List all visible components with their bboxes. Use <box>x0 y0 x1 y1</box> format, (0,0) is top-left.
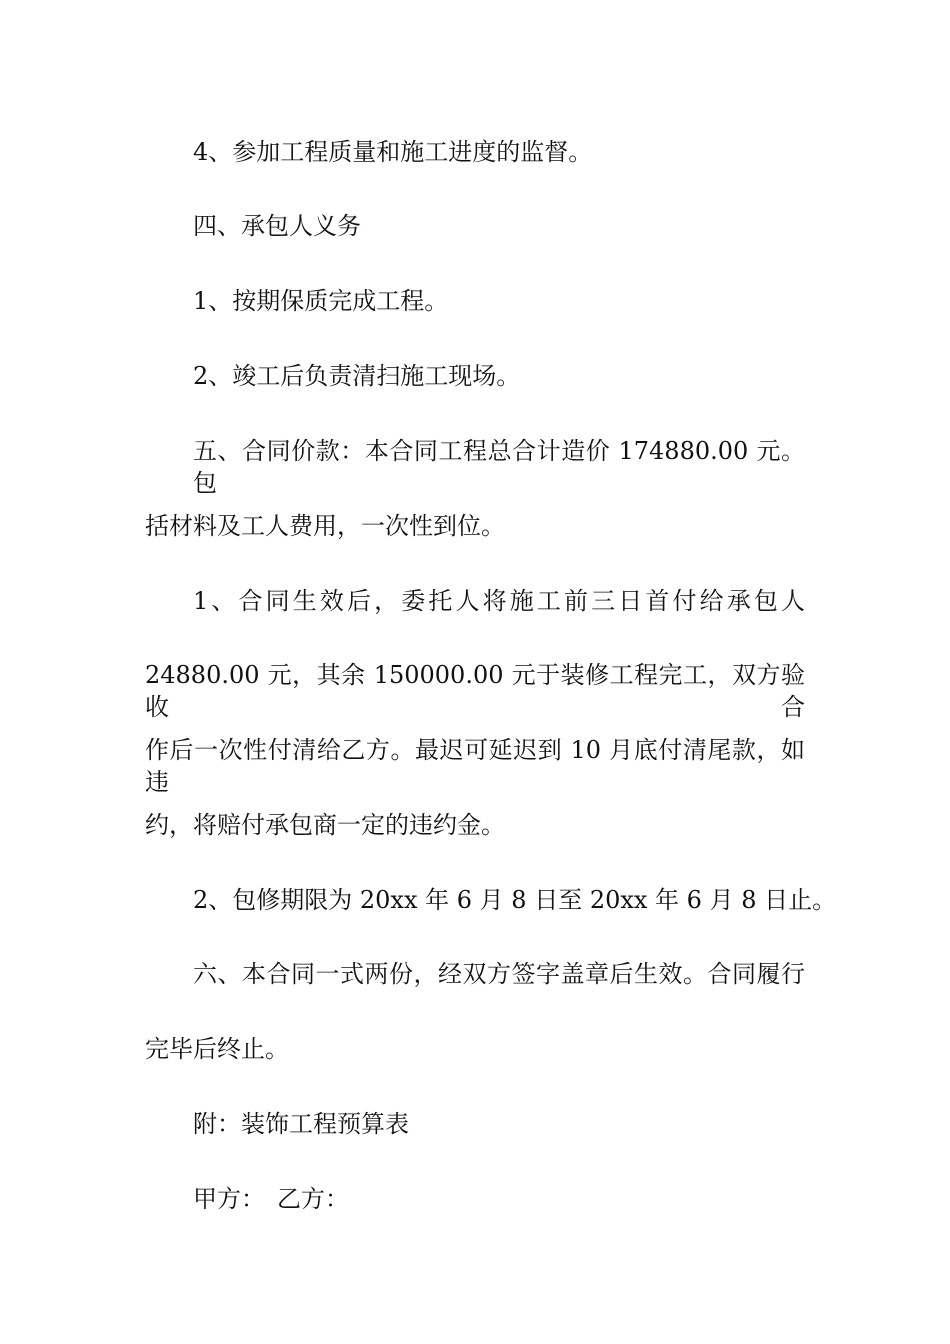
section-5-contract-price: 五、合同价款：本合同工程总合计造价 174880.00 元。包 <box>193 437 805 497</box>
payment-clause-1-line-4: 约，将赔付承包商一定的违约金。 <box>145 811 505 839</box>
section-6-continuation: 完毕后终止。 <box>145 1035 289 1063</box>
section-5-continuation: 括材料及工人费用，一次性到位。 <box>145 512 505 540</box>
clause-4-supervision: 4、参加工程质量和施工进度的监督。 <box>193 138 593 166</box>
section-4-heading: 四、承包人义务 <box>193 212 361 240</box>
clause-2-clean-site: 2、竣工后负责清扫施工现场。 <box>193 362 521 390</box>
warranty-period-clause: 2、包修期限为 20xx 年 6 月 8 日至 20xx 年 6 月 8 日止。 <box>193 886 837 914</box>
payment-clause-1-line-2: 24880.00 元，其余 150000.00 元于装修工程完工，双方验收合 <box>145 661 805 721</box>
signature-parties: 甲方： 乙方： <box>193 1185 349 1213</box>
section-6-copies: 六、本合同一式两份，经双方签字盖章后生效。合同履行 <box>193 960 805 988</box>
payment-clause-1: 1、合同生效后，委托人将施工前三日首付给承包人 <box>193 587 805 615</box>
clause-1-complete-on-time: 1、按期保质完成工程。 <box>193 287 449 315</box>
payment-clause-1-line-3: 作后一次性付清给乙方。最迟可延迟到 10 月底付清尾款，如违 <box>145 736 805 796</box>
attachment-budget-table: 附：装饰工程预算表 <box>193 1110 409 1138</box>
